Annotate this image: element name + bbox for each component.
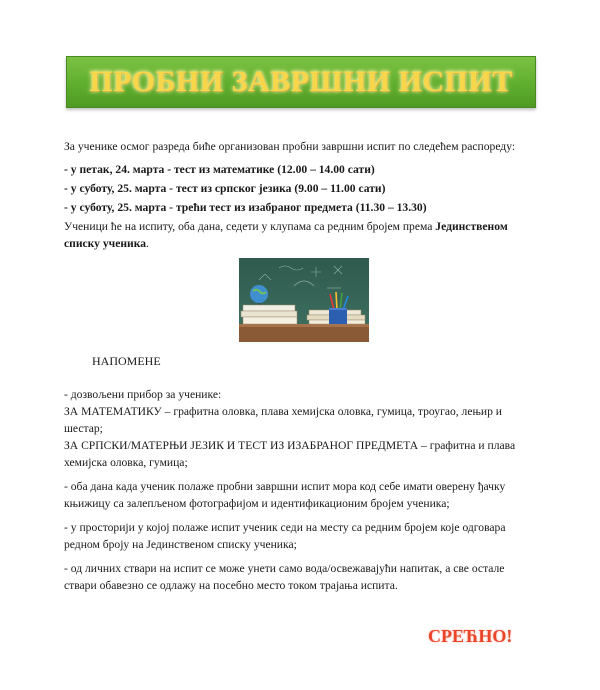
note-booklet: - оба дана када ученик полаже пробни завршни испит мора код себе имати оверену ђачку књижицу са залепљеном фотографијом и идентификационим бројем ученика; <box>64 480 506 510</box>
allowed-supplies-intro: - дозвољени прибор за ученике: <box>64 388 222 401</box>
classroom-illustration <box>239 258 369 342</box>
seating-list-name: Јединственом списку ученика <box>64 220 508 250</box>
schedule-item-math: - у петак, 24. марта - тест из математике (12.00 – 14.00 сати) <box>64 163 375 176</box>
good-luck-text: СРЕЋНО! <box>428 626 513 646</box>
math-supplies: ЗА МАТЕМАТИКУ – графитна оловка, плава хемијска оловка, гумица, троугао, лењир и шестар; <box>64 405 502 435</box>
page-title: ПРОБНИ ЗАВРШНИ ИСПИТ <box>89 65 513 98</box>
book-stack-left <box>241 305 297 324</box>
exam-schedule <box>64 160 544 217</box>
note-personal-items: - од личних ствари на испит се може унети само вода/освежавајући напитак, а све остале ствари обавезно се одлажу на посебно место током трајања испита. <box>64 562 505 592</box>
seating-text: Ученици ће на испиту, оба дана, седети у клупама са редним бројем према Јединственом списку ученика. <box>64 220 508 250</box>
intro-text: За ученике осмог разреда биће организован пробни завршни испит по следећем распореду: <box>64 140 516 153</box>
note-seat: - у просторији у којој полаже испит ученик седи на месту са редним бројем које одговара редном броју на Јединственом списку ученика; <box>64 521 506 551</box>
serbian-supplies: ЗА СРПСКИ/МАТЕРЊИ ЈЕЗИК И ТЕСТ ИЗ ИЗАБРАНОГ ПРЕДМЕТА – графитна и плава хемијска оловка, гумица; <box>64 439 516 469</box>
schedule-item-elective: - у суботу, 25. марта - трећи тест из изабраног предмета (11.30 – 13.30) <box>64 201 427 214</box>
notes-section <box>64 386 540 601</box>
schedule-item-serbian: - у суботу, 25. марта - тест из српског језика (9.00 – 11.00 сати) <box>64 182 386 195</box>
notes-heading: НАПОМЕНЕ <box>92 354 161 368</box>
title-banner <box>66 56 536 108</box>
